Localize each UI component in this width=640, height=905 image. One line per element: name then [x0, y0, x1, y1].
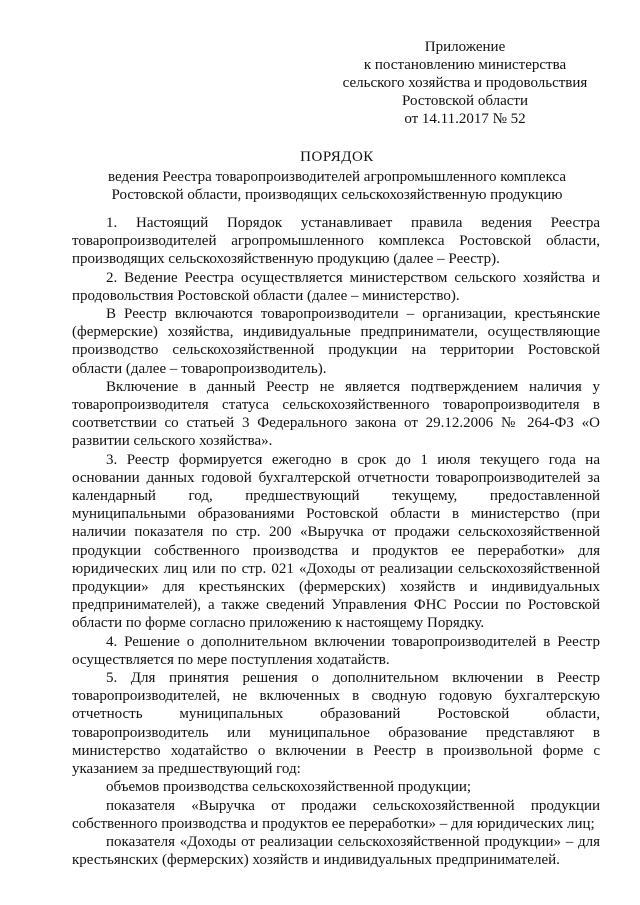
- appendix-line: Приложение: [424, 39, 506, 55]
- paragraph: 5. Для принятия решения о дополнительном включении в Реестр товаропроизводителей, не включенных в сводную годовую бухгалтерскую отчетность муниципальных образований Ростовской области, товаропроизводитель или муниципальное образование представляют в министерство ходатайство о включении в Реестр в произвольной форме с указанием за предшествующий год:: [72, 670, 600, 778]
- list-item: показателя «Выручка от продажи сельскохозяйственной продукции собственного производства и продуктов ее переработки» – для юридических лиц;: [72, 797, 600, 832]
- appendix-line: к постановлению министерства: [363, 57, 567, 73]
- title-subline: ведения Реестра товаропроизводителей агропромышленного комплекса: [107, 169, 567, 185]
- list-item: показателя «Доходы от реализации сельскохозяйственной продукции» – для крестьянских (фермерских) хозяйств и индивидуальных предпринимателей.: [72, 833, 600, 869]
- paragraph: 3. Реестр формируется ежегодно в срок до 1 июля текущего года на основании данных годовой бухгалтерской отчетности товаропроизводителей за календарный год, предшествующий текущему, предоставленной муниципальными образованиями Ростовской области в министерство (при наличии показателя по стр. 200 «Выручка от продажи сельскохозяйственной продукции собственного производства и продуктов ее переработки» для юридических лиц или по стр. 021 «Доходы от реализации сельскохозяйственной продукции» для крестьянских (фермерских) хозяйств и индивидуальных предпринимателей), а также сведений Управления ФНС России по Ростовской области по форме согласно приложению к настоящему Порядку.: [72, 451, 600, 632]
- paragraph: 1. Настоящий Порядок устанавливает правила ведения Реестра товаропроизводителей агропромышленного комплекса Ростовской области, производящих сельскохозяйственную продукцию (далее – Реестр).: [72, 215, 600, 268]
- paragraph: Включение в данный Реестр не является подтверждением наличия у товаропроизводителя статуса сельскохозяйственного товаропроизводителя в соответствии со статьей 3 Федерального закона от 29.12.2006 № 264-ФЗ «О развитии сельского хозяйства».: [72, 378, 600, 450]
- document-body: [72, 214, 600, 869]
- appendix-date: от 14.11.2017 № 52: [404, 111, 526, 127]
- document-title: [72, 148, 602, 204]
- paragraph: 4. Решение о дополнительном включении товаропроизводителей в Реестр осуществляется по мере поступления ходатайств.: [72, 633, 600, 668]
- title-heading: ПОРЯДОК: [300, 149, 374, 165]
- list-item: объемов производства сельскохозяйственной продукции;: [106, 779, 472, 796]
- appendix-line: сельского хозяйства и продовольствия: [342, 75, 588, 91]
- paragraph: 2. Ведение Реестра осуществляется министерством сельского хозяйства и продовольствия Ростовской области (далее – министерство).: [72, 269, 600, 304]
- title-subline: Ростовской области, производящих сельскохозяйственную продукцию: [111, 187, 563, 203]
- appendix-line: Ростовской области: [402, 93, 528, 109]
- appendix-header: [330, 38, 600, 128]
- paragraph: В Реестр включаются товаропроизводители – организации, крестьянские (фермерские) хозяйства, индивидуальные предприниматели, осуществляющие производство сельскохозяйственной продукции на территории Ростовской области (далее – товаропроизводитель).: [72, 306, 600, 377]
